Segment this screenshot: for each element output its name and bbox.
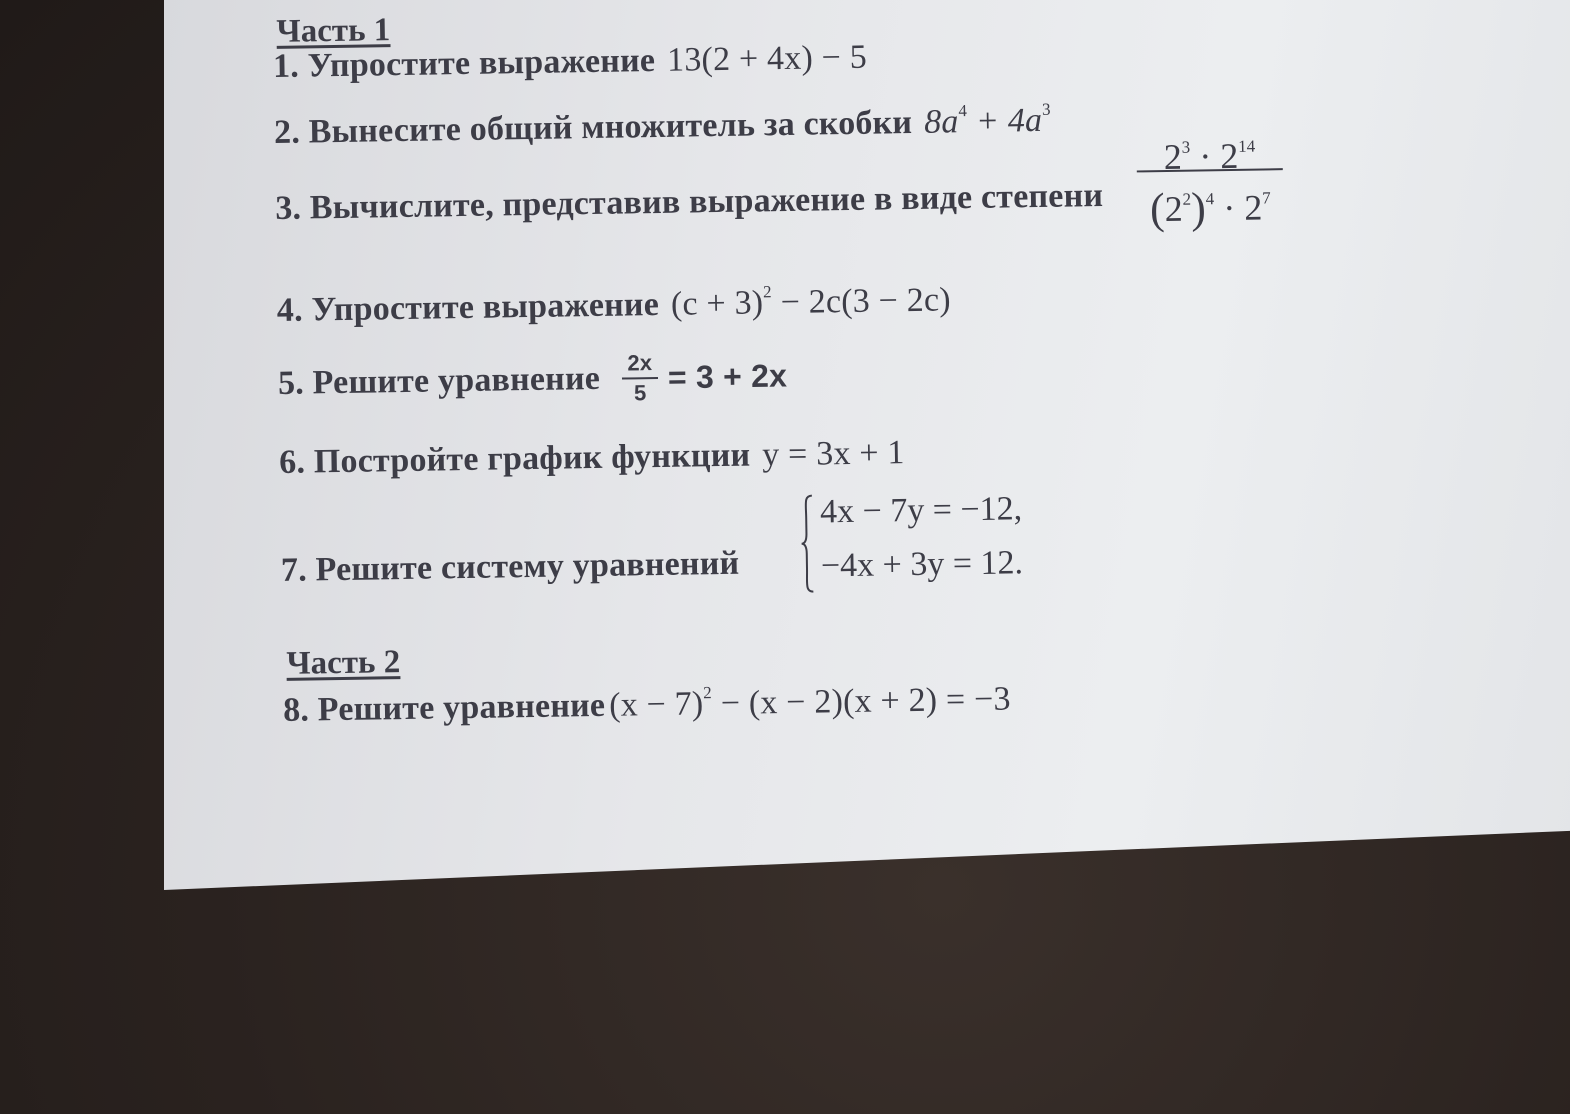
q3-numerator: [1136, 126, 1283, 178]
q3-denominator: $(2^2)^4 \cdot 2^7$: [1149, 183, 1271, 234]
q8-term-b: − (x − 2)(x + 2) = −3: [711, 680, 1011, 723]
question-2-expr: [923, 99, 1051, 141]
q3-den-exp2: 7: [1261, 188, 1271, 208]
question-6: [279, 434, 905, 482]
q3-num-dot: ·: [1190, 136, 1221, 177]
question-4-expr: [671, 281, 951, 322]
question-2: [274, 100, 1051, 152]
q3-num-exp1: 3: [1181, 137, 1191, 157]
q5-denominator: 5: [633, 380, 647, 406]
question-1-expr: 13(2 + 4x) − 5: [666, 38, 868, 79]
question-5-text: 5. Решите уравнение: [277, 359, 601, 402]
q4-term-a: (c + 3): [670, 284, 764, 323]
q2-term-b: + 4a: [966, 101, 1043, 141]
question-7: [281, 545, 740, 590]
question-4-text: 4. Упростите выражение: [276, 285, 660, 329]
q3-num-exp2: 14: [1238, 136, 1256, 156]
q4-term-b: − 2c(3 − 2c): [771, 281, 952, 322]
question-5-rhs: = 3 + 2x: [667, 357, 788, 396]
question-1: [273, 39, 867, 86]
question-1-text: 1. Упростите выражение: [272, 41, 656, 85]
part1-heading: Часть 1: [276, 12, 391, 50]
question-5: [278, 348, 788, 412]
q3-den-base-inner: 2: [1164, 188, 1183, 230]
question-3: [275, 177, 1103, 228]
q3-den-exp-outer: 4: [1205, 189, 1215, 209]
question-5-fraction: [622, 350, 659, 407]
question-6-text: 6. Постройте график функции: [278, 436, 751, 481]
question-6-expr: y = 3x + 1: [761, 434, 905, 474]
q3-den-dot: ·: [1213, 187, 1245, 229]
q4-exp: 2: [762, 282, 772, 302]
worksheet-content: [272, 0, 1384, 760]
question-8-text: 8. Решите уравнение: [282, 686, 606, 729]
q3-den-exp-inner: 2: [1182, 189, 1192, 209]
q2-exp-a: 4: [958, 101, 968, 121]
system-equation-1: 4x − 7y = −12,: [819, 490, 1023, 531]
question-2-text: 2. Вынесите общий множитель за скобки: [273, 103, 913, 151]
question-3-text: 3. Вычислите, представив выражение в виде степени: [274, 176, 1104, 227]
system-brace: [800, 494, 816, 594]
q3-den-base2: 2: [1243, 187, 1263, 228]
q2-exp-b: 3: [1041, 99, 1051, 119]
question-7-text: 7. Решите систему уравнений: [280, 544, 740, 589]
question-3-fraction: [1136, 126, 1283, 234]
q3-num-base2: 2: [1220, 135, 1239, 177]
part2-heading: Часть 2: [286, 644, 401, 682]
question-8-expr: [609, 680, 1011, 723]
system-equation-2: −4x + 3y = 12.: [820, 544, 1024, 585]
question-4: [277, 279, 951, 330]
q3-num-base1: 2: [1163, 136, 1183, 178]
q5-numerator: 2x: [627, 350, 653, 376]
q8-exp: 2: [703, 683, 713, 703]
q2-term-a: 8a: [923, 103, 959, 141]
q8-term-a: (x − 7): [608, 685, 704, 724]
question-8: [283, 678, 1011, 729]
